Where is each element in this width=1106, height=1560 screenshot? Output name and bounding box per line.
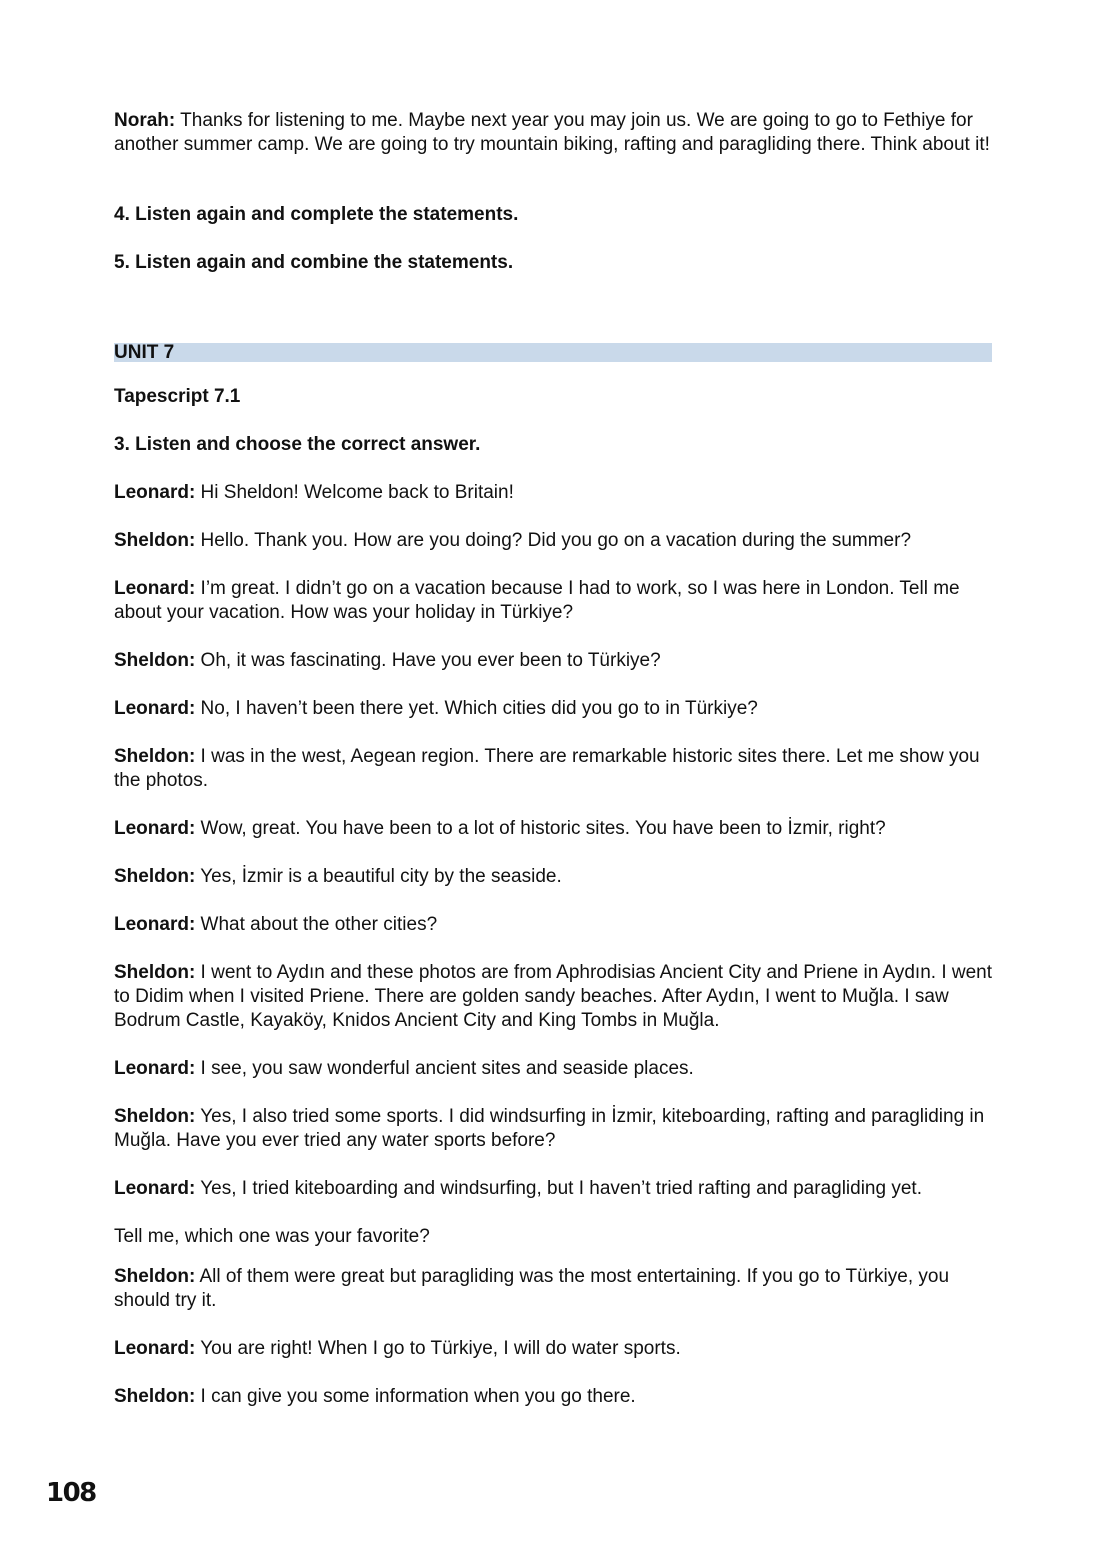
dialogue-line [114, 1225, 994, 1249]
dialogue-line [114, 697, 994, 721]
dialogue-line [114, 745, 994, 793]
dialogue-line-norah [114, 109, 994, 157]
speaker-label: Leonard: [114, 578, 196, 599]
speaker-label: Leonard: [114, 482, 196, 503]
tapescript-title: Tapescript 7.1 [114, 386, 241, 407]
dialogue-line [114, 577, 994, 625]
dialogue-text: You are right! When I go to Türkiye, I will do water sports. [195, 1338, 681, 1359]
dialogue-text: Wow, great. You have been to a lot of historic sites. You have been to İzmir, right? [195, 818, 886, 839]
speaker-label: Sheldon: [114, 530, 196, 551]
dialogue-text: I see, you saw wonderful ancient sites and seaside places. [195, 1058, 694, 1079]
speaker-label: Leonard: [114, 698, 196, 719]
dialogue-text: I was in the west, Aegean region. There are remarkable historic sites there. Let me show you the photos. [114, 746, 980, 791]
task-instruction: 3. Listen and choose the correct answer. [114, 434, 481, 455]
speaker-label: Sheldon: [114, 1266, 196, 1287]
dialogue-text: Hello. Thank you. How are you doing? Did you go on a vacation during the summer? [195, 530, 912, 551]
speaker-label: Norah: [114, 110, 176, 131]
speaker-label: Leonard: [114, 1178, 196, 1199]
dialogue-text: I’m great. I didn’t go on a vacation because I had to work, so I was here in London. Tell me about your vacation. How was your holiday in Türkiye? [114, 578, 960, 623]
speaker-label: Sheldon: [114, 746, 196, 767]
speaker-label: Sheldon: [114, 1386, 196, 1407]
dialogue-line [114, 1177, 994, 1201]
unit-heading-bar: UNIT 7 [114, 343, 992, 362]
speaker-label: Leonard: [114, 914, 196, 935]
dialogue-line [114, 1385, 994, 1409]
speaker-label: Sheldon: [114, 962, 196, 983]
page-number: 108 [46, 1478, 96, 1508]
speaker-label: Sheldon: [114, 1106, 196, 1127]
dialogue-line [114, 481, 994, 505]
dialogue-text: I went to Aydın and these photos are from Aphrodisias Ancient City and Priene in Aydın. I went to Didim when I visited Priene. There are golden sandy beaches. After Aydın, I went to Muğla. I saw Bodrum Castle, Kayaköy, Knidos Ancient City and King Tombs in Muğla. [114, 962, 993, 1031]
dialogue-text: Hi Sheldon! Welcome back to Britain! [195, 482, 514, 503]
dialogue-line [114, 1265, 994, 1313]
instruction-5: 5. Listen again and combine the statements. [114, 252, 514, 273]
dialogue-line [114, 1105, 994, 1153]
speaker-label: Leonard: [114, 1058, 196, 1079]
dialogue-line [114, 961, 994, 1033]
instruction-4: 4. Listen again and complete the statements. [114, 204, 519, 225]
dialogue-line [114, 529, 994, 553]
dialogue-line [114, 1057, 994, 1081]
speaker-label: Sheldon: [114, 650, 196, 671]
dialogue-text: Yes, I also tried some sports. I did windsurfing in İzmir, kiteboarding, rafting and paragliding in Muğla. Have you ever tried any water sports before? [114, 1106, 985, 1151]
speaker-label: Leonard: [114, 1338, 196, 1359]
dialogue-text: Yes, I tried kiteboarding and windsurfing, but I haven’t tried rafting and paragliding yet. [195, 1178, 922, 1199]
dialogue-text: Yes, İzmir is a beautiful city by the seaside. [195, 866, 562, 887]
dialogue-text: No, I haven’t been there yet. Which cities did you go to in Türkiye? [195, 698, 758, 719]
dialogue-text: Tell me, which one was your favorite? [114, 1226, 430, 1247]
speaker-label: Leonard: [114, 818, 196, 839]
speaker-label: Sheldon: [114, 866, 196, 887]
dialogue-line [114, 649, 994, 673]
dialogue-line [114, 817, 994, 841]
dialogue-text: Oh, it was fascinating. Have you ever been to Türkiye? [195, 650, 661, 671]
dialogue-text: What about the other cities? [195, 914, 438, 935]
dialogue-line [114, 1337, 994, 1361]
dialogue-line [114, 865, 994, 889]
dialogue-line [114, 913, 994, 937]
dialogue-text: All of them were great but paragliding was the most entertaining. If you go to Türkiye, you should try it. [114, 1266, 950, 1311]
dialogue-text: I can give you some information when you go there. [195, 1386, 636, 1407]
dialogue-text: Thanks for listening to me. Maybe next year you may join us. We are going to go to Fethiye for another summer camp. We are going to try mountain biking, rafting and paragliding there. Think about it! [114, 110, 990, 155]
